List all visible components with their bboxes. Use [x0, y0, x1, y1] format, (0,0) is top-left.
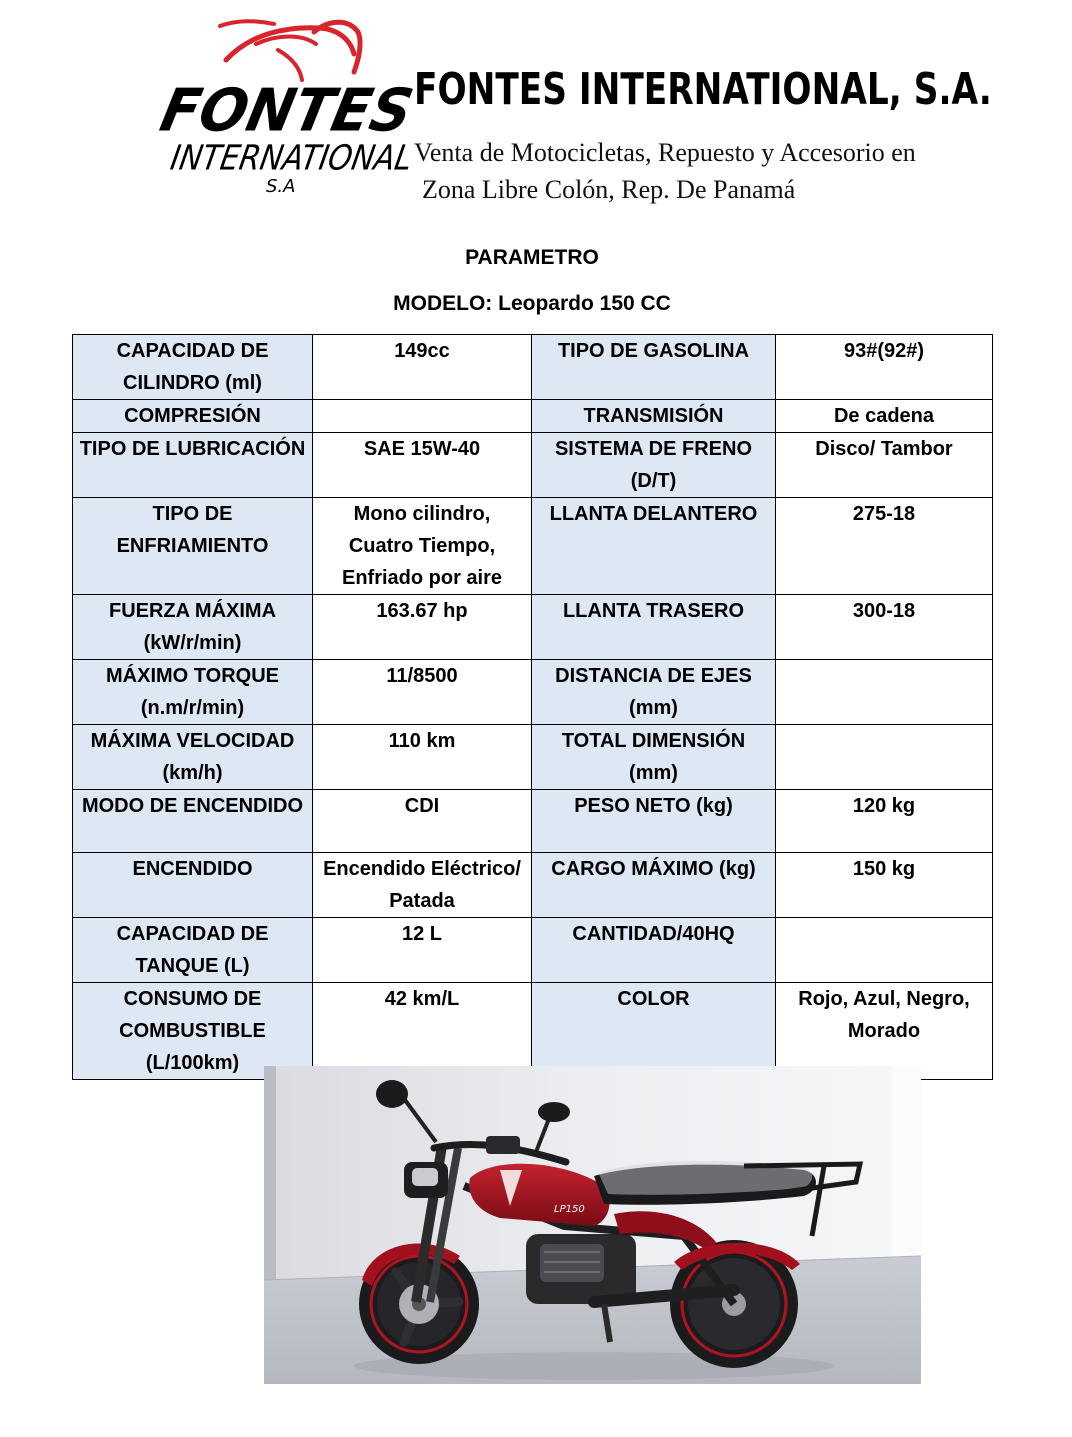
logo-wordmark-sa: S.A: [266, 176, 296, 197]
spec-value: CDI: [313, 790, 532, 853]
spec-value: [776, 918, 993, 983]
company-logo: [154, 14, 419, 204]
spec-label: TRANSMISIÓN: [532, 400, 776, 433]
spec-value: De cadena: [776, 400, 993, 433]
spec-label: CARGO MÁXIMO (kg): [532, 853, 776, 918]
spec-label: MÁXIMA VELOCIDAD (km/h): [73, 725, 313, 790]
company-name: FONTES INTERNATIONAL, S.A.: [414, 64, 992, 115]
spec-value: SAE 15W-40: [313, 433, 532, 498]
company-tagline: [414, 134, 916, 208]
tank-badge-text: LP150: [554, 1204, 585, 1215]
parametro-title: PARAMETRO: [465, 246, 599, 269]
spec-label: FUERZA MÁXIMA (kW/r/min): [73, 595, 313, 660]
spec-value: [776, 660, 993, 725]
spec-value: 150 kg: [776, 853, 993, 918]
logo-wordmark-main: FONTES: [154, 76, 419, 145]
spec-label: COLOR: [532, 983, 776, 1080]
spec-label: DISTANCIA DE EJES (mm): [532, 660, 776, 725]
spec-label: CANTIDAD/40HQ: [532, 918, 776, 983]
spec-label: CAPACIDAD DE TANQUE (L): [73, 918, 313, 983]
spec-value: 163.67 hp: [313, 595, 532, 660]
spec-value: Disco/ Tambor: [776, 433, 993, 498]
spec-row: [73, 853, 993, 918]
spec-value: 110 km: [313, 725, 532, 790]
spec-label: MÁXIMO TORQUE (n.m/r/min): [73, 660, 313, 725]
spec-label: ENCENDIDO: [73, 853, 313, 918]
spec-label: TIPO DE ENFRIAMIENTO: [73, 498, 313, 595]
spec-row: [73, 983, 993, 1080]
spec-value: 149cc: [313, 335, 532, 400]
motorcycle-illustration: [264, 1066, 921, 1384]
spec-row: [73, 595, 993, 660]
spec-value: 12 L: [313, 918, 532, 983]
spec-label: CAPACIDAD DE CILINDRO (ml): [73, 335, 313, 400]
spec-label: CONSUMO DE COMBUSTIBLE (L/100km): [73, 983, 313, 1080]
spec-label: TIPO DE GASOLINA: [532, 335, 776, 400]
spec-value: Rojo, Azul, Negro, Morado: [776, 983, 993, 1080]
spec-value: 300-18: [776, 595, 993, 660]
spec-label: LLANTA DELANTERO: [532, 498, 776, 595]
spec-value: 11/8500: [313, 660, 532, 725]
motorcycle-photo: [264, 1066, 921, 1384]
spec-label: PESO NETO (kg): [532, 790, 776, 853]
spec-row: [73, 400, 993, 433]
spec-row: [73, 433, 993, 498]
spec-row: [73, 918, 993, 983]
spec-row: [73, 335, 993, 400]
spec-label: LLANTA TRASERO: [532, 595, 776, 660]
tagline-line-1: Venta de Motocicletas, Repuesto y Accesorio en: [414, 138, 916, 167]
spec-value: 275-18: [776, 498, 993, 595]
spec-label: TOTAL DIMENSIÓN (mm): [532, 725, 776, 790]
spec-value: [776, 725, 993, 790]
spec-value: Encendido Eléctrico/ Patada: [313, 853, 532, 918]
spec-value: 42 km/L: [313, 983, 532, 1080]
spec-value: 93#(92#): [776, 335, 993, 400]
tagline-line-2: Zona Libre Colón, Rep. De Panamá: [422, 175, 796, 204]
spec-row: [73, 498, 993, 595]
model-title: MODELO: Leopardo 150 CC: [393, 292, 671, 315]
spec-row: [73, 725, 993, 790]
spec-table: [72, 334, 993, 1080]
spec-label: SISTEMA DE FRENO (D/T): [532, 433, 776, 498]
spec-label: MODO DE ENCENDIDO: [73, 790, 313, 853]
spec-row: [73, 660, 993, 725]
spec-row: [73, 790, 993, 853]
spec-label: TIPO DE LUBRICACIÓN: [73, 433, 313, 498]
spec-value: 120 kg: [776, 790, 993, 853]
spec-label: COMPRESIÓN: [73, 400, 313, 433]
logo-wordmark-sub: INTERNATIONAL: [167, 138, 416, 179]
spec-value: [313, 400, 532, 433]
spec-value: Mono cilindro, Cuatro Tiempo, Enfriado por aire: [313, 498, 532, 595]
